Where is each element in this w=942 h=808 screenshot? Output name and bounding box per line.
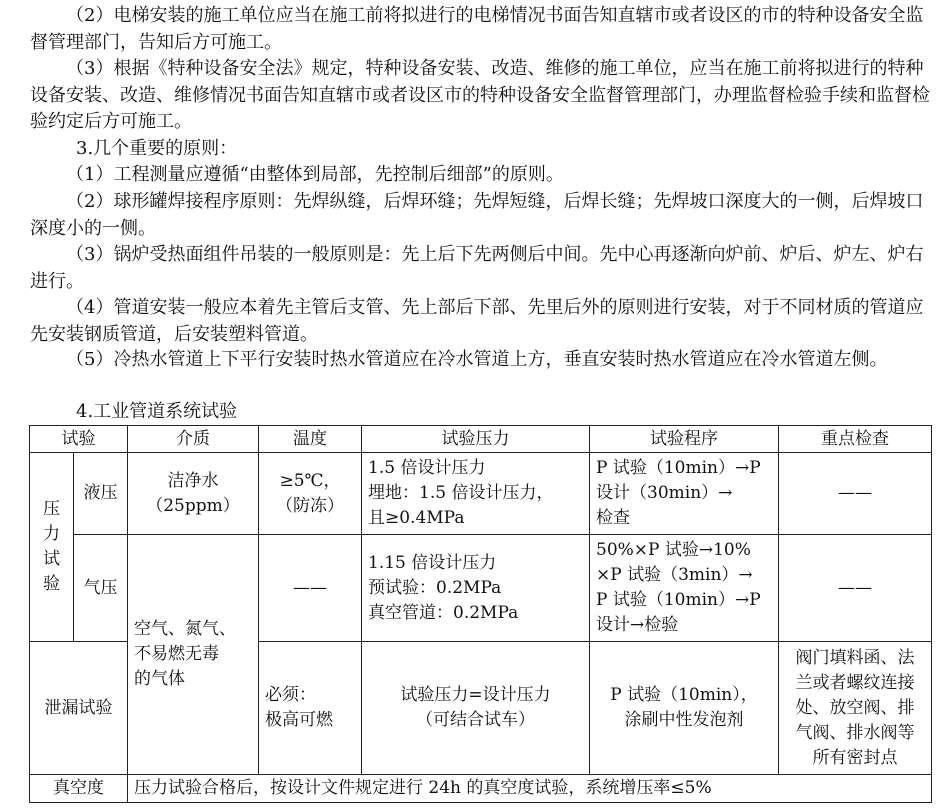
vacuum-label: 真空度 (30, 775, 128, 803)
leak-test-pressure: 试验压力=设计压力 （可结合试车） (362, 642, 590, 775)
header-medium: 介质 (128, 426, 259, 453)
hydraulic-label: 液压 (74, 453, 128, 535)
paragraph-tank-welding: （2）球形罐焊接程序原则：先焊纵缝，后焊环缝；先焊短缝，后焊长缝；先焊坡口深度大的一侧，后焊坡口深度小的一侧。 (30, 191, 924, 239)
paragraph-special-equipment-law: （3）根据《特种设备安全法》规定，特种设备安装、改造、维修的施工单位，应当在施工前将拟进行的特种设备安装、改造、维修情况书面告知直辖市或者设区市的特种设备安全监督管理部门，办理监督检验手续和监督检验约定后方可施工。 (30, 58, 930, 132)
hydraulic-medium: 洁净水 （25ppm） (128, 453, 259, 535)
hydraulic-procedure: P 试验（10min）→P 设计（30min）→ 检查 (590, 453, 779, 535)
pneumatic-temperature: —— (259, 535, 362, 642)
section-heading-pipe-test: 4.工业管道系统试验 (76, 401, 238, 422)
table-row-vacuum (30, 775, 932, 803)
gas-medium-shared: 空气、氮气、 不易燃无毒 的气体 (128, 535, 259, 775)
pneumatic-check: —— (779, 535, 932, 642)
pneumatic-pressure: 1.15 倍设计压力 预试验：0.2MPa 真空管道：0.2MPa (362, 535, 590, 642)
pipe-test-table (29, 425, 932, 803)
header-key-check: 重点检查 (779, 426, 932, 453)
paragraph-pipe-install: （4）管道安装一般应本着先主管后支管、先上部后下部、先里后外的原则进行安装，对于不同材质的管道应先安装钢质管道，后安装塑料管道。 (30, 297, 924, 345)
leak-test-label: 泄漏试验 (30, 642, 128, 775)
hydraulic-check: —— (779, 453, 932, 535)
hydraulic-temperature: ≥5℃， （防冻） (259, 453, 362, 535)
table-row-hydraulic (30, 453, 932, 535)
pressure-test-group-label: 压 力 试 验 (30, 453, 74, 642)
hydraulic-pressure: 1.5 倍设计压力 埋地：1.5 倍设计压力， 且≥0.4MPa (362, 453, 590, 535)
header-temperature: 温度 (259, 426, 362, 453)
pneumatic-label: 气压 (74, 535, 128, 642)
pneumatic-procedure: 50%×P 试验→10% ×P 试验（3min）→ P 试验（10min）→P 设计→检验 (590, 535, 779, 642)
paragraph-hot-cold-pipes: （5）冷热水管道上下平行安装时热水管道应在冷水管道上方，垂直安装时热水管道应在冷水管道左侧。 (66, 349, 888, 370)
header-test-procedure: 试验程序 (590, 426, 779, 453)
leak-test-check: 阀门填料函、法 兰或者螺纹连接 处、放空阀、排 气阀、排水阀等 所有密封点 (779, 642, 932, 775)
paragraph-elevator-notice: （2）电梯安装的施工单位应当在施工前将拟进行的电梯情况书面告知直辖市或者设区的市的特种设备安全监督管理部门，告知后方可施工。 (30, 5, 924, 53)
leak-test-temperature: 必须： 极高可燃 (259, 642, 362, 775)
paragraph-survey-principle: （1）工程测量应遵循“由整体到局部，先控制后细部”的原则。 (66, 164, 564, 185)
table-header-row (30, 426, 932, 453)
header-test-pressure: 试验压力 (362, 426, 590, 453)
header-test: 试验 (30, 426, 128, 453)
table-row-pneumatic (30, 535, 932, 642)
paragraph-boiler-hoisting: （3）锅炉受热面组件吊装的一般原则是：先上后下先两侧后中间。先中心再逐渐向炉前、炉后、炉左、炉右进行。 (30, 244, 924, 292)
leak-test-procedure: P 试验（10min）， 涂刷中性发泡剂 (590, 642, 779, 775)
section-heading-principles: 3.几个重要的原则： (76, 138, 238, 159)
vacuum-description: 压力试验合格后，按设计文件规定进行 24h 的真空度试验，系统增压率≤5% (128, 775, 932, 803)
